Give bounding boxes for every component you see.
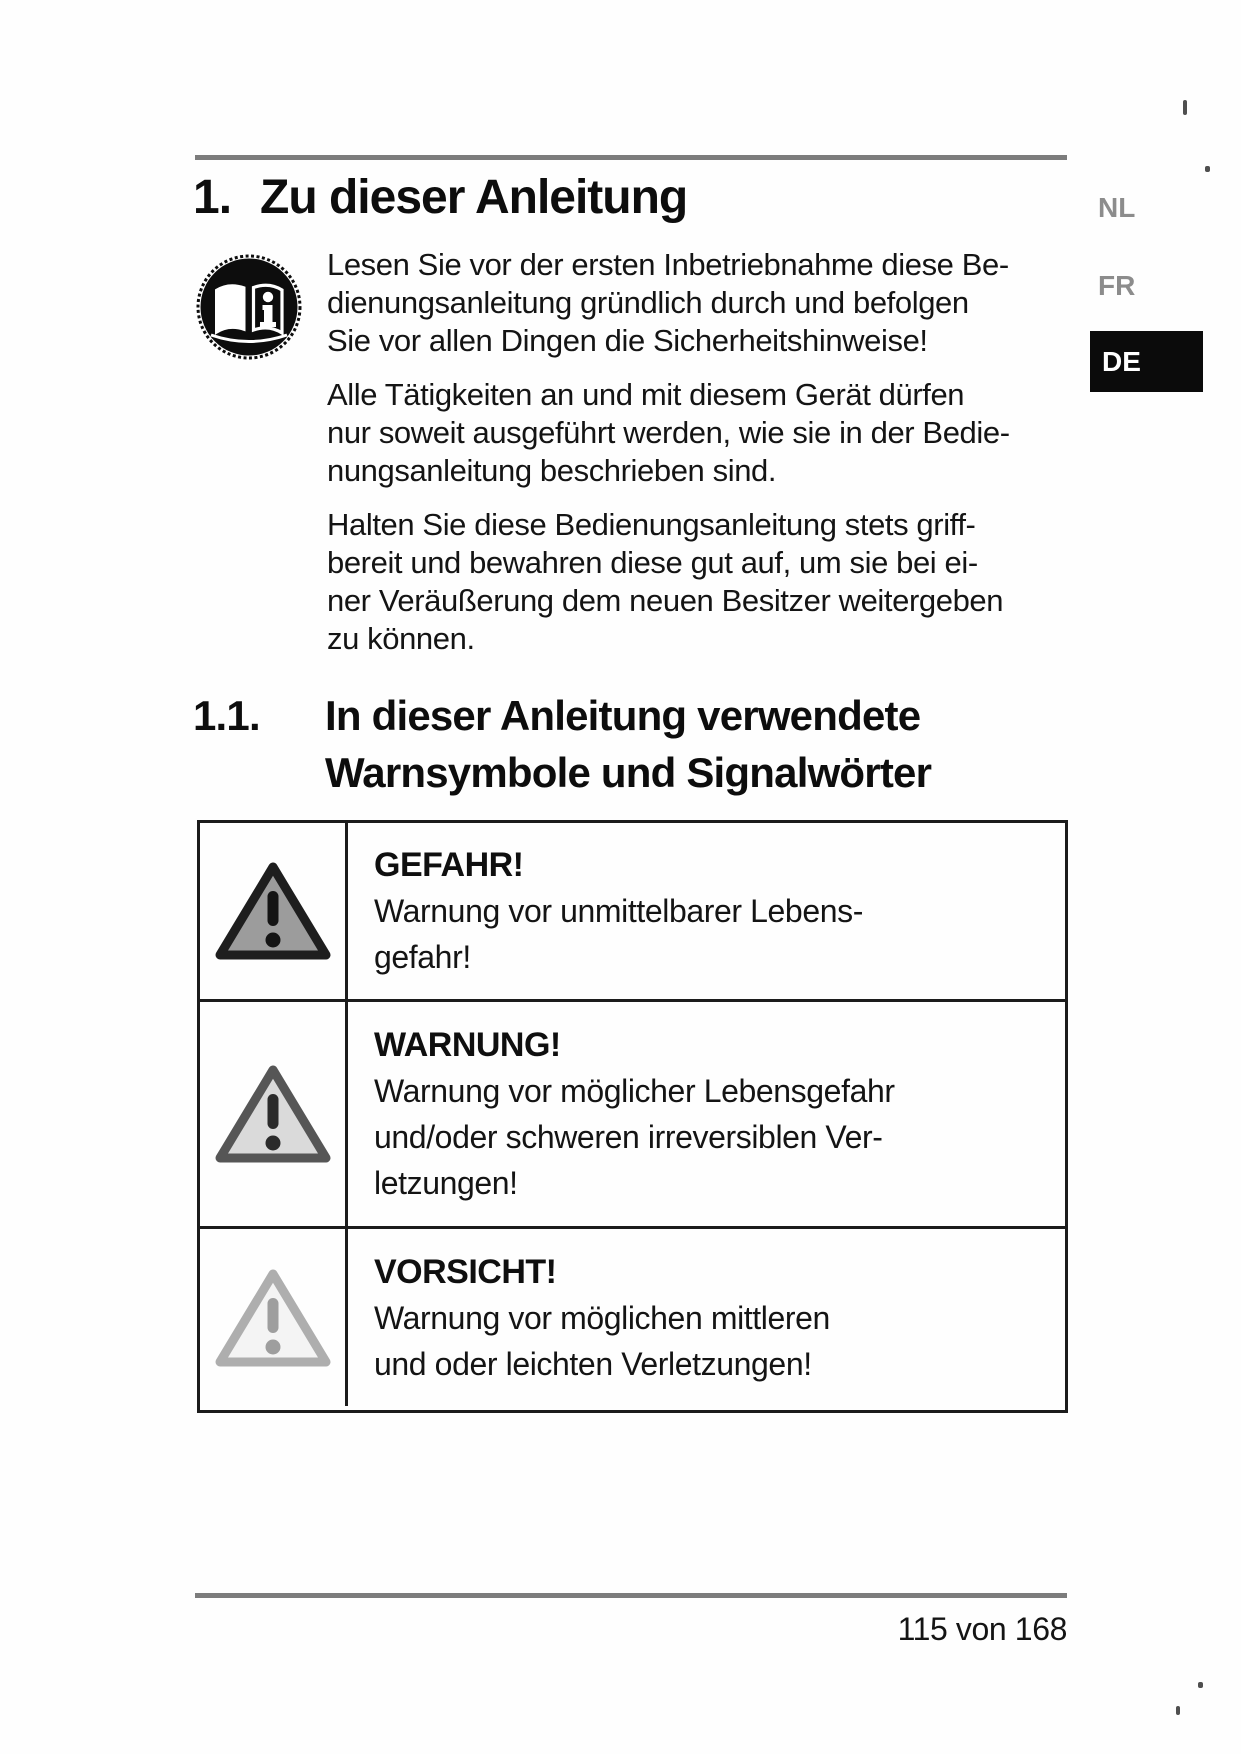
text-line: Sie vor allen Dingen die Sicherheitshinweise! — [327, 323, 928, 358]
text-line: In dieser Anleitung verwendete — [325, 692, 921, 739]
signal-word: VORSICHT! — [374, 1252, 557, 1291]
text-line: dienungsanleitung gründlich durch und befolgen — [327, 285, 969, 320]
warning-triangle-icon — [214, 859, 332, 963]
text-cell — [348, 1002, 1065, 1226]
section-title — [193, 687, 931, 801]
icon-cell — [200, 1229, 348, 1406]
text-line: Halten Sie diese Bedienungsanleitung stets griff- — [327, 507, 976, 542]
scan-artifact — [1183, 100, 1187, 115]
scan-artifact — [1176, 1706, 1180, 1715]
chapter-number: 1. — [193, 171, 232, 224]
top-rule — [195, 155, 1067, 160]
warning-symbols-table — [197, 820, 1068, 1413]
icon-cell — [200, 823, 348, 999]
scan-artifact — [1205, 166, 1210, 172]
icon-cell — [200, 1002, 348, 1226]
text-line: Warnung vor unmittelbarer Lebens- — [374, 893, 863, 929]
chapter-title-text: Zu dieser Anleitung — [260, 171, 688, 224]
text-line: nungsanleitung beschrieben sind. — [327, 453, 777, 488]
warning-triangle-icon — [214, 1266, 332, 1370]
paragraph — [327, 506, 1007, 658]
text-line: gefahr! — [374, 939, 471, 975]
text-line: bereit und bewahren diese gut auf, um sie bei ei- — [327, 545, 978, 580]
section-title-text — [325, 687, 931, 801]
table-row — [200, 823, 1065, 1002]
page-number-indicator: 115 von 168 — [897, 1611, 1067, 1647]
text-line: und oder leichten Verletzungen! — [374, 1345, 812, 1382]
text-line: zu können. — [327, 621, 475, 656]
text-line: und/oder schweren irreversiblen Ver- — [374, 1119, 883, 1155]
section-number: 1.1. — [193, 692, 260, 739]
language-tab-nl[interactable]: NL — [1098, 192, 1136, 223]
warning-triangle-icon — [214, 1062, 332, 1166]
paragraph — [327, 246, 1007, 360]
page-title — [193, 172, 687, 224]
bottom-rule — [195, 1593, 1067, 1598]
read-manual-book-icon — [196, 254, 302, 360]
text-line: ner Veräußerung dem neuen Besitzer weitergeben — [327, 583, 1004, 618]
text-line: Lesen Sie vor der ersten Inbetriebnahme diese Be- — [327, 247, 1009, 282]
table-row — [200, 1002, 1065, 1229]
intro-text — [327, 246, 1010, 674]
language-tab-de-active[interactable]: DE — [1090, 331, 1203, 392]
text-cell — [348, 1229, 1065, 1406]
text-line: Warnung vor möglichen mittleren — [374, 1299, 830, 1336]
signal-word: WARNUNG! — [374, 1026, 561, 1064]
signal-word: GEFAHR! — [374, 846, 524, 884]
language-tab-fr[interactable]: FR — [1098, 270, 1136, 301]
paragraph — [327, 376, 1010, 490]
text-line: Warnsymbole und Signalwörter — [325, 749, 932, 796]
scan-artifact — [1198, 1682, 1203, 1688]
text-line: Warnung vor möglicher Lebensgefahr — [374, 1073, 895, 1109]
table-row — [200, 1229, 1065, 1406]
text-cell — [348, 823, 1065, 999]
text-line: letzungen! — [374, 1165, 518, 1201]
text-line: nur soweit ausgeführt werden, wie sie in der Bedie- — [327, 415, 1010, 450]
text-line: Alle Tätigkeiten an und mit diesem Gerät dürfen — [327, 377, 965, 412]
